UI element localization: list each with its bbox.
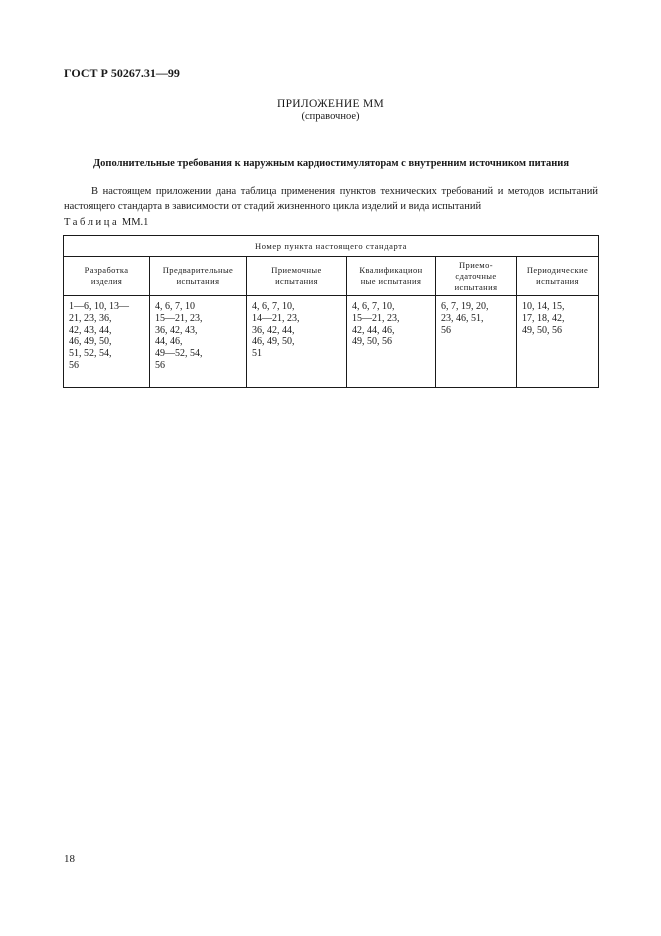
cell-line: 36, 42, 43,	[155, 324, 198, 336]
column-header-development	[64, 257, 150, 296]
header-line: испытания	[275, 276, 318, 286]
section-heading: Дополнительные требования к наружным кардиостимуляторам с внутренним источником питания	[92, 158, 570, 169]
header-line: Предварительные	[162, 265, 234, 275]
column-header-acceptance	[247, 257, 347, 296]
cell-line: 6, 7, 19, 20,	[441, 301, 489, 312]
cell-line: 15—21, 23,	[352, 312, 400, 324]
table-header-row	[64, 257, 599, 296]
table-row	[64, 296, 599, 388]
header-line: испытания	[536, 276, 579, 286]
header-line: Квалификацион	[359, 265, 423, 275]
cell-line: 21, 23, 36,	[69, 312, 112, 324]
cell-line: 49, 50, 56	[352, 336, 392, 348]
table-top-header: Номер пункта настоящего стандарта	[64, 236, 599, 257]
cell-periodic	[517, 296, 599, 388]
header-line: Приемочные	[271, 265, 322, 275]
cell-development	[64, 296, 150, 388]
appendix-title: ПРИЛОЖЕНИЕ ММ	[276, 98, 384, 110]
cell-line: 17, 18, 42,	[522, 312, 565, 324]
column-header-preliminary	[150, 257, 247, 296]
cell-line: 56	[69, 359, 79, 371]
cell-preliminary	[150, 296, 247, 388]
cell-line: 46, 49, 50,	[69, 336, 112, 348]
cell-line: 4, 6, 7, 10	[155, 301, 195, 312]
column-header-periodic	[517, 257, 599, 296]
header-line: ные испытания	[360, 276, 422, 286]
cell-line: 49, 50, 56	[522, 324, 562, 336]
cell-line: 23, 46, 51,	[441, 312, 484, 324]
cell-line: 49—52, 54,	[155, 348, 203, 360]
cell-line: 10, 14, 15,	[522, 301, 565, 312]
column-header-delivery	[436, 257, 517, 296]
cell-line: 14—21, 23,	[252, 312, 300, 324]
header-line: Приемо-	[459, 259, 493, 270]
header-line: испытания	[176, 276, 220, 286]
intro-paragraph: В настоящем приложении дана таблица применения пунктов технических требований и методов испытаний настоящего стандарта в зависимости от стадий жизненного цикла изделий и вида испытаний	[64, 186, 598, 212]
header-line: Разработка	[84, 265, 129, 275]
cell-line: 44, 46,	[155, 336, 183, 348]
cell-line: 56	[441, 324, 451, 336]
table-caption-number: ММ.1	[121, 217, 149, 228]
cell-line: 4, 6, 7, 10,	[252, 301, 295, 312]
cell-qualification	[347, 296, 436, 388]
cell-acceptance	[247, 296, 347, 388]
column-header-qualification	[347, 257, 436, 296]
appendix-subtitle: (справочное)	[301, 111, 360, 122]
table-caption-word: Таблица	[64, 217, 120, 228]
cell-line: 42, 44, 46,	[352, 324, 395, 336]
header-line: Периодические	[526, 265, 589, 275]
applicability-table	[63, 235, 599, 388]
cell-line: 42, 43, 44,	[69, 324, 112, 336]
cell-line: 36, 42, 44,	[252, 324, 295, 336]
cell-line: 15—21, 23,	[155, 312, 203, 324]
cell-line: 51, 52, 54,	[69, 348, 112, 360]
header-line: сдаточные	[455, 270, 497, 281]
page-number: 18	[64, 853, 75, 865]
table-caption	[64, 217, 148, 228]
cell-line: 51	[252, 348, 262, 360]
cell-line: 46, 49, 50,	[252, 336, 295, 348]
header-line: испытания	[454, 281, 498, 292]
cell-line: 1—6, 10, 13—	[69, 301, 129, 312]
document-code: ГОСТ Р 50267.31—99	[64, 66, 180, 80]
cell-line: 56	[155, 359, 165, 371]
cell-delivery	[436, 296, 517, 388]
cell-line: 4, 6, 7, 10,	[352, 301, 395, 312]
header-line: изделия	[90, 276, 123, 286]
